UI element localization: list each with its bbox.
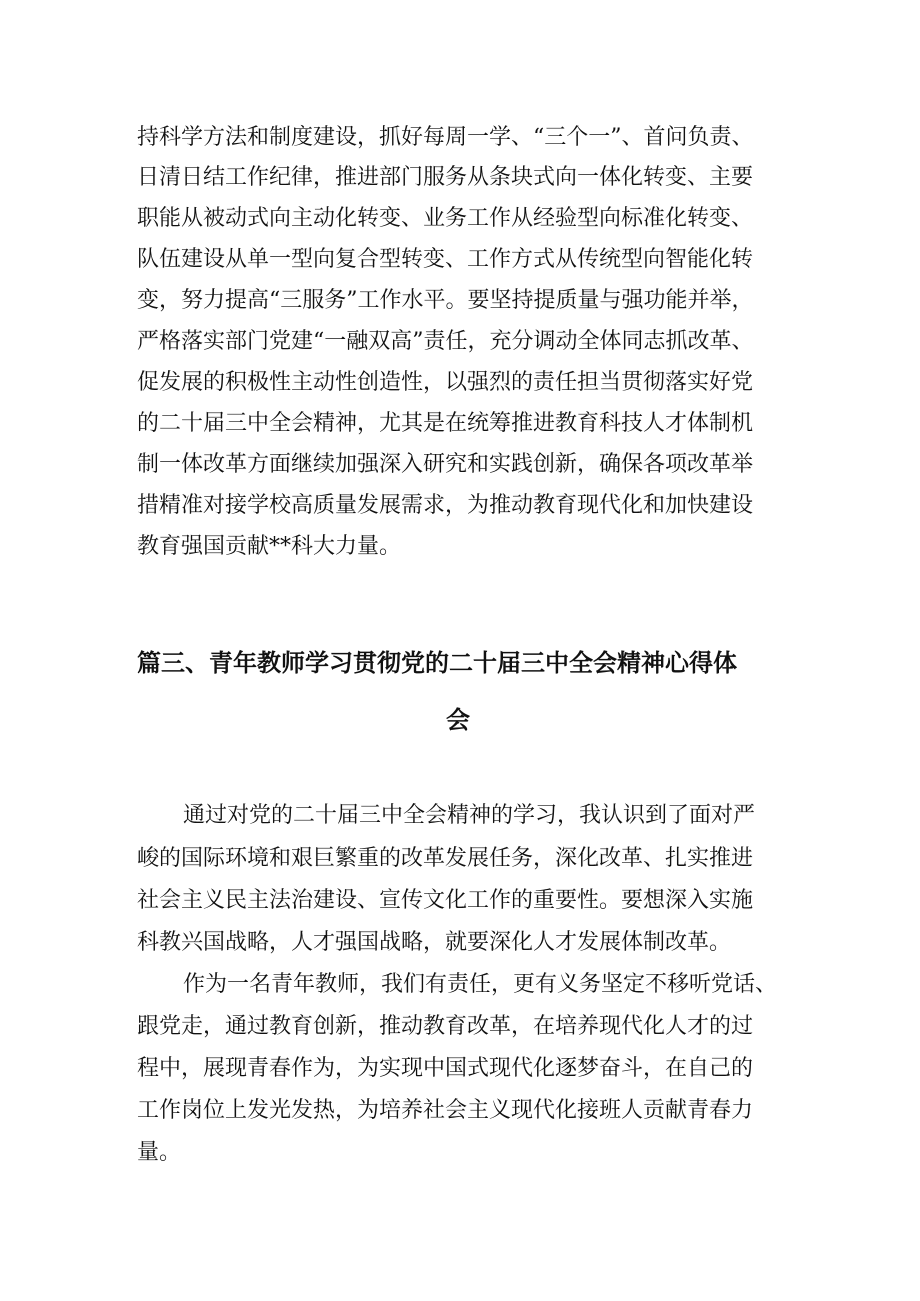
- body-line: 峻的国际环境和艰巨繁重的改革发展任务，深化改革、扎实推进: [137, 846, 754, 871]
- body-line: 跟党走，通过教育创新，推动教育改革，在培养现代化人才的过: [137, 1014, 754, 1039]
- body-line: 工作岗位上发光发热，为培养社会主义现代化接班人贡献青春力: [137, 1098, 754, 1123]
- body-line: 科教兴国战略，人才强国战略，就要深化人才发展体制改革。: [137, 930, 732, 955]
- body-line: 教育强国贡献**科大力量。: [137, 534, 402, 559]
- body-line: 社会主义民主法治建设、宣传文化工作的重要性。要想深入实施: [137, 888, 754, 913]
- body-line: 变，努力提高“三服务”工作水平。要坚持提质量与强功能并举，: [137, 288, 754, 313]
- body-line: 职能从被动式向主动化转变、业务工作从经验型向标准化转变、: [137, 206, 754, 231]
- section-heading-continued: 会: [446, 706, 470, 734]
- body-line: 持科学方法和制度建设，抓好每周一学、“三个一”、首问负责、: [137, 125, 754, 150]
- body-line: 量。: [137, 1140, 182, 1165]
- body-line: 严格落实部门党建“一融双高”责任，充分调动全体同志抓改革、: [137, 329, 754, 354]
- body-line: 制一体改革方面继续加强深入研究和实践创新，确保各项改革举: [137, 452, 754, 477]
- body-line: 的二十届三中全会精神，尤其是在统筹推进教育科技人才体制机: [137, 411, 754, 436]
- body-line: 措精准对接学校高质量发展需求，为推动教育现代化和加快建设: [137, 493, 754, 518]
- body-line: 通过对党的二十届三中全会精神的学习，我认识到了面对严: [183, 803, 756, 828]
- body-line: 日清日结工作纪律，推进部门服务从条块式向一体化转变、主要: [137, 165, 754, 190]
- body-line: 程中，展现青春作为，为实现中国式现代化逐梦奋斗，在自己的: [137, 1056, 754, 1081]
- body-line: 促发展的积极性主动性创造性，以强烈的责任担当贯彻落实好党: [137, 370, 754, 395]
- body-line: 作为一名青年教师，我们有责任，更有义务坚定不移听党话、: [183, 972, 778, 997]
- body-line: 队伍建设从单一型向复合型转变、工作方式从传统型向智能化转: [137, 247, 754, 272]
- section-heading: 篇三、青年教师学习贯彻党的二十届三中全会精神心得体: [137, 649, 737, 677]
